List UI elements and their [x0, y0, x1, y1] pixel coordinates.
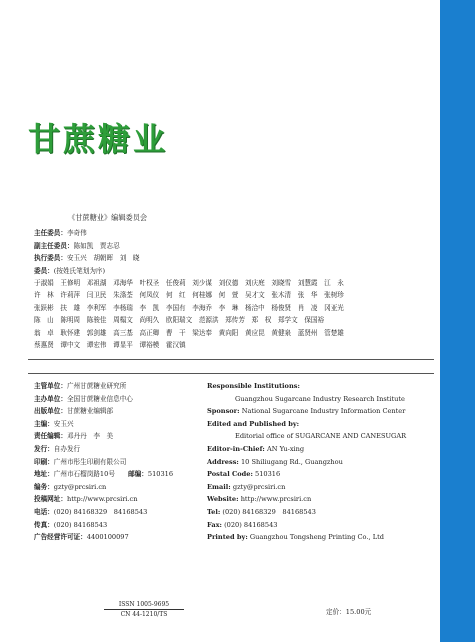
info-row: [34, 468, 202, 481]
editor-row: [207, 443, 437, 456]
info-row: [34, 456, 202, 469]
members-line: 张跃彬 扶 雄 李利军 李杨瑞 李 凯 李国有 李海乔 李 琳 杨洽中 杨俊贤 肖 凌 冈亚光: [34, 303, 344, 312]
issn-number: ISSN 1005-9695: [118, 601, 170, 608]
responsible-value: Guangzhou Sugarcane Industry Research Institute: [235, 394, 405, 403]
info-label: 投稿网址：: [34, 495, 67, 504]
info-value: 全国甘蔗糖业信息中心: [66, 394, 133, 403]
editorial-committee: [34, 212, 434, 351]
responsible-label: Responsible Institutions:: [207, 382, 300, 390]
website-label: Website:: [207, 495, 239, 504]
website-value: http://www.prcsiri.cn: [240, 495, 312, 504]
members-label: 委员：: [34, 266, 54, 275]
info-value: (020) 84168543: [53, 520, 108, 529]
info-label: 责任编辑：: [34, 432, 67, 441]
journal-logo: 甘蔗糖业: [28, 120, 169, 158]
printer-label: Printed by:: [207, 533, 248, 542]
info-value: (020) 84168329 84168543: [53, 507, 148, 516]
info-label: 主办单位：: [34, 394, 67, 403]
fax-value: (020) 84168543: [224, 520, 278, 529]
info-value: 邓丹丹 李 美: [66, 432, 114, 441]
postal-label: 邮编：: [128, 470, 148, 479]
website-row: [207, 493, 437, 506]
info-value: 广州甘蔗糖业研究所: [66, 382, 127, 390]
members-line: 蔡惠贤 谭中文 谭宏伟 谭显平 谭裕模 霍汉镇: [34, 341, 186, 350]
info-row: [34, 481, 202, 494]
info-value: 广州市石榴岗路10号: [53, 470, 115, 479]
price-label: 定价：: [326, 608, 346, 616]
info-row: [34, 506, 202, 519]
sponsor-label: Sponsor:: [207, 407, 240, 416]
postal-code-label: Postal Code:: [207, 470, 253, 479]
publication-info-en: [207, 380, 437, 544]
info-row: [34, 519, 202, 532]
members-note: (按姓氏笔划为序): [53, 266, 106, 275]
exec-row: [34, 252, 434, 264]
cn-number: CN 44-1210/TS: [104, 609, 184, 619]
email-label: Email:: [207, 482, 231, 491]
issn-block: [104, 600, 184, 619]
vice-chair-label: 副主任委员：: [34, 241, 74, 250]
info-value: 4400100097: [86, 533, 129, 542]
fax-row: [207, 519, 437, 532]
info-row: [34, 531, 202, 544]
info-row: [34, 405, 202, 418]
exec-label: 执行委员：: [34, 254, 67, 263]
postal-code-value: 510316: [255, 470, 281, 479]
sponsor-row: [207, 405, 437, 418]
info-label: 地址：: [34, 470, 54, 479]
members-line: 于淑娟 王修明 邓祖湖 邓海华 叶权圣 任俊莉 刘少谋 刘仪德 刘庆庭 刘晓雪 刘慧霞 江 永: [34, 279, 344, 288]
email-value: gzty@prcsiri.cn: [232, 482, 286, 491]
exec-value: 安玉兴 胡朝晖 刘 晓: [66, 254, 140, 263]
address-label: Address:: [207, 457, 239, 466]
email-row: [207, 481, 437, 494]
info-value: 安玉兴: [53, 419, 74, 428]
divider: [28, 359, 434, 360]
editor-value: AN Yu-xing: [266, 444, 305, 453]
info-label: 传真：: [34, 520, 54, 529]
info-value: 甘蔗糖业编辑部: [66, 407, 114, 416]
address-row: [207, 456, 437, 469]
info-label: 出版单位：: [34, 407, 67, 416]
members-row: [34, 265, 434, 277]
divider: [28, 373, 434, 374]
info-row: [34, 493, 202, 506]
info-label: 发行：: [34, 444, 54, 453]
price-value: 15.00元: [345, 608, 372, 616]
publication-info-cn: [34, 380, 202, 544]
postal-row: [207, 468, 437, 481]
committee-title: 《甘蔗糖业》编辑委员会: [68, 213, 148, 222]
info-label: 印刷：: [34, 457, 54, 466]
info-label: 广告经营许可证：: [34, 533, 87, 542]
members-line: 陈 山 陈明周 陈骏佳 周榻文 尚明久 欧阳瑞文 范源洪 郑传芳 郑 权 郑学文 保国裕: [34, 316, 325, 325]
chair-label: 主任委员：: [34, 229, 67, 238]
info-label: 主管单位：: [34, 382, 67, 390]
fax-label: Fax:: [207, 520, 222, 529]
chair-row: [34, 227, 434, 239]
info-label: 编务：: [34, 482, 54, 491]
info-row: [34, 430, 202, 443]
info-row: [34, 393, 202, 406]
postal-value: 510316: [147, 470, 174, 479]
address-value: 10 Shiliugang Rd., Guangzhou: [240, 457, 343, 466]
edited-label: Edited and Published by:: [207, 419, 300, 428]
info-value: http://www.prcsiri.cn: [66, 495, 138, 504]
info-value: 广州市彤生印刷有限公司: [53, 457, 127, 466]
printer-row: [207, 531, 437, 544]
info-row: [34, 418, 202, 431]
members-line: 许 林 许莉萍 闫卫民 朱涤荃 何凤仪 何 红 何桂娜 何 萱 吴才文 张木清 张 华 张树珍: [34, 291, 344, 300]
sponsor-value: National Sugarcane Industry Information Center: [241, 407, 406, 416]
chair-value: 李奇伟: [66, 229, 87, 238]
info-row: [34, 443, 202, 456]
price: [326, 606, 371, 616]
vice-chair-value: 陈如凯 贾志忍: [73, 241, 120, 250]
tel-value: (020) 84168329 84168543: [222, 507, 316, 516]
info-label: 电话：: [34, 507, 54, 516]
info-label: 主编：: [34, 419, 54, 428]
vice-chair-row: [34, 240, 434, 252]
tel-label: Tel:: [207, 507, 221, 516]
info-value: gzty@prcsiri.cn: [53, 482, 107, 491]
editor-label: Editor-in-Chief:: [207, 444, 265, 453]
printer-value: Guangzhou Tongsheng Printing Co., Ltd: [249, 533, 384, 542]
info-row: [34, 380, 202, 393]
tel-row: [207, 506, 437, 519]
members-line: 翁 卓 耿怀建 郭剑雄 高三基 高正卿 曹 干 梁达奉 黄向阳 黄应昆 黄健泉 蓝贤州 管楚雄: [34, 328, 344, 337]
info-value: 自办发行: [53, 444, 81, 453]
blue-edge-stripe: [440, 0, 475, 642]
edited-value: Editorial office of SUGARCANE AND CANESUGAR: [235, 432, 407, 441]
